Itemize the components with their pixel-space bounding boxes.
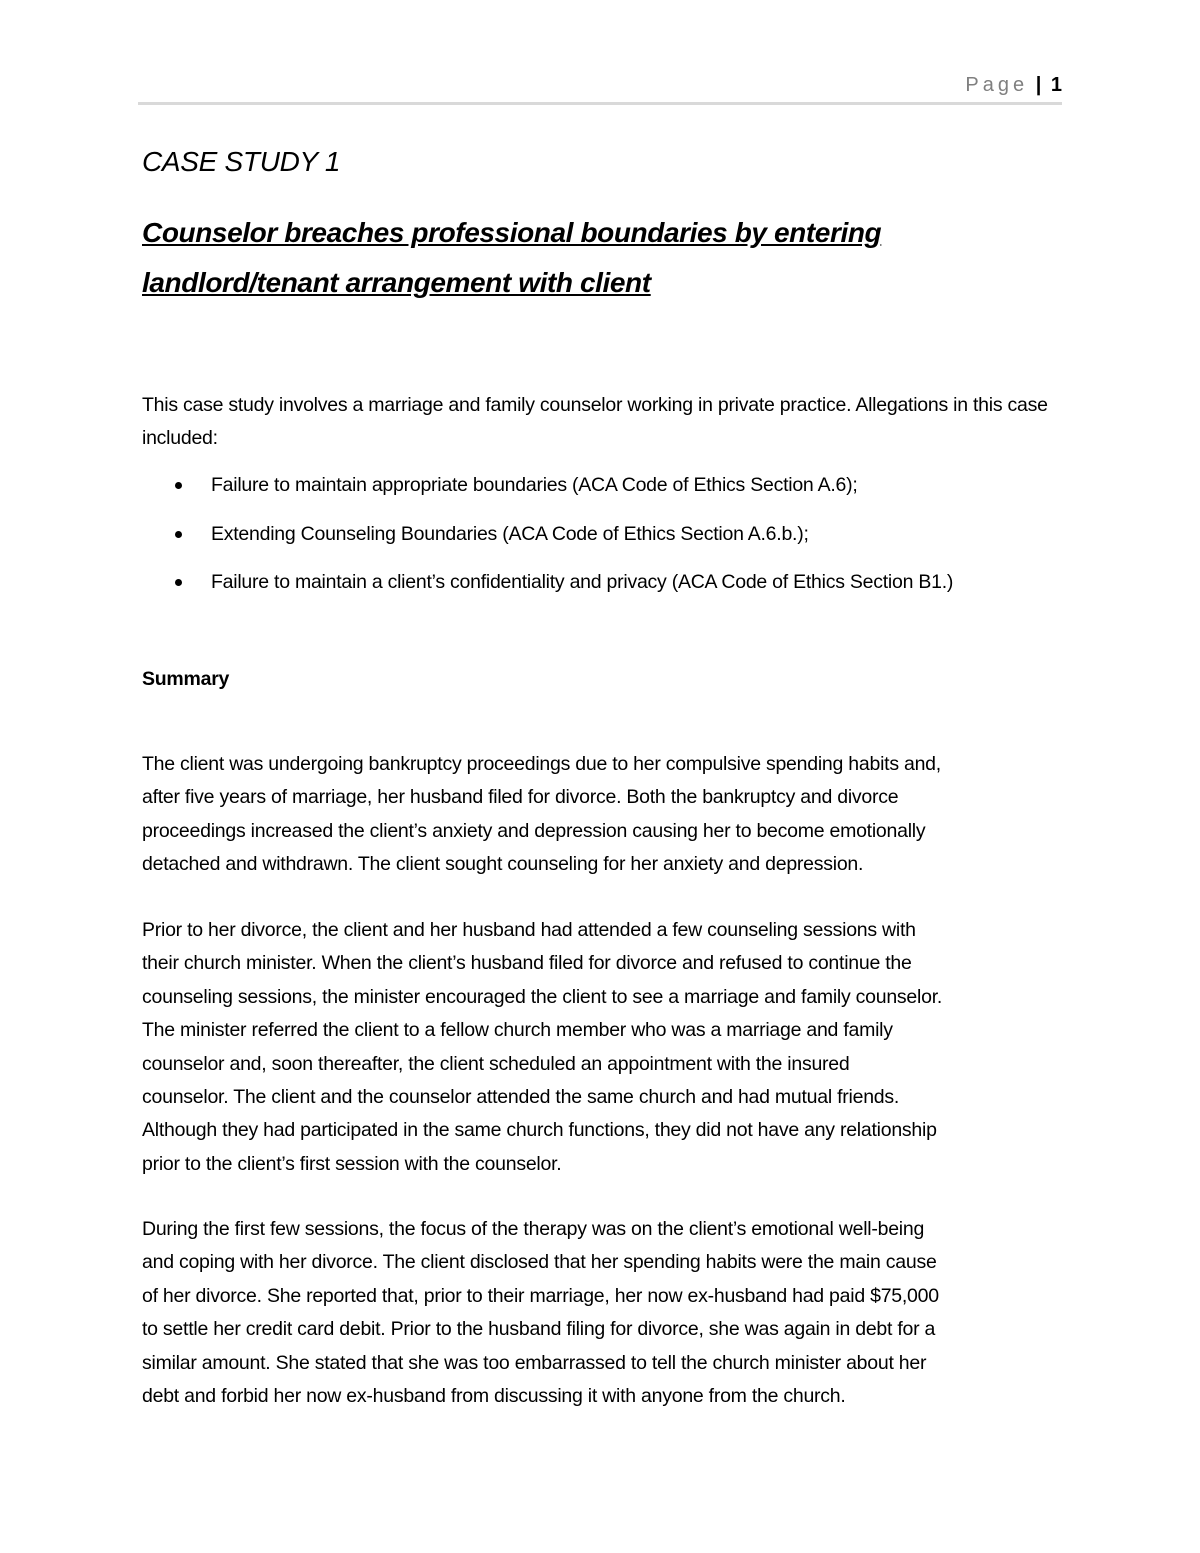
paragraph-line: debt and forbid her now ex-husband from discussing it with anyone from the church. bbox=[142, 1385, 846, 1408]
list-item bbox=[142, 519, 953, 568]
intro-paragraph: This case study involves a marriage and family counselor working in private practice. Allegations in this case included: bbox=[142, 394, 1048, 449]
paragraph-line: detached and withdrawn. The client sought counseling for her anxiety and depression. bbox=[142, 853, 864, 876]
page-word: Page bbox=[965, 74, 1029, 96]
allegation-text: Failure to maintain a client’s confidentiality and privacy (ACA Code of Ethics Section B1.) bbox=[211, 571, 954, 593]
list-item bbox=[142, 470, 953, 519]
paragraph-line: and coping with her divorce. The client disclosed that her spending habits were the main cause bbox=[142, 1251, 937, 1274]
allegations-list bbox=[142, 470, 953, 616]
paragraph-line: after five years of marriage, her husband filed for divorce. Both the bankruptcy and divorce bbox=[142, 786, 899, 809]
summary-paragraph-3 bbox=[142, 1213, 1062, 1413]
paragraph-line: counselor. The client and the counselor attended the same church and had mutual friends. bbox=[142, 1086, 900, 1109]
bullet-icon bbox=[175, 531, 182, 538]
allegation-text: Extending Counseling Boundaries (ACA Code of Ethics Section A.6.b.); bbox=[211, 522, 809, 545]
document-title: CASE STUDY 1 bbox=[142, 146, 341, 177]
paragraph-line: The minister referred the client to a fellow church member who was a marriage and family bbox=[142, 1019, 893, 1042]
summary-paragraph-1 bbox=[142, 748, 1062, 882]
page-header bbox=[138, 72, 1062, 105]
paragraph-line: Prior to her divorce, the client and her husband had attended a few counseling sessions with bbox=[142, 919, 916, 941]
page-number-label bbox=[965, 74, 1062, 97]
paragraph-line: During the first few sessions, the focus of the therapy was on the client’s emotional well-being bbox=[142, 1218, 925, 1240]
page-separator: | bbox=[1035, 74, 1042, 96]
paragraph-line: counseling sessions, the minister encouraged the client to see a marriage and family counselor. bbox=[142, 985, 943, 1008]
paragraph-line: similar amount. She stated that she was too embarrassed to tell the church minister about her bbox=[142, 1351, 927, 1374]
list-item bbox=[142, 567, 953, 616]
paragraph-line: Although they had participated in the same church functions, they did not have any relationship bbox=[142, 1119, 937, 1142]
paragraph-line: their church minister. When the client’s husband filed for divorce and refused to continue the bbox=[142, 952, 912, 975]
paragraph-line: counselor and, soon thereafter, the client scheduled an appointment with the insured bbox=[142, 1052, 850, 1075]
paragraph-line: to settle her credit card debit. Prior to the husband filing for divorce, she was again in debt for a bbox=[142, 1318, 936, 1341]
bullet-icon bbox=[175, 579, 182, 586]
bullet-icon bbox=[175, 482, 182, 489]
document-subtitle: Counselor breaches professional boundaries by entering landlord/tenant arrangement with client bbox=[142, 217, 882, 298]
allegation-text: Failure to maintain appropriate boundaries (ACA Code of Ethics Section A.6); bbox=[211, 474, 858, 496]
summary-heading: Summary bbox=[142, 668, 230, 690]
page-number: 1 bbox=[1050, 74, 1062, 96]
paragraph-line: prior to the client’s first session with the counselor. bbox=[142, 1152, 562, 1175]
summary-paragraph-2 bbox=[142, 914, 1062, 1181]
paragraph-line: proceedings increased the client’s anxiety and depression causing her to become emotionally bbox=[142, 819, 926, 842]
paragraph-line: of her divorce. She reported that, prior to their marriage, her now ex-husband had paid $75,000 bbox=[142, 1284, 939, 1307]
paragraph-line: The client was undergoing bankruptcy proceedings due to her compulsive spending habits and, bbox=[142, 753, 941, 775]
